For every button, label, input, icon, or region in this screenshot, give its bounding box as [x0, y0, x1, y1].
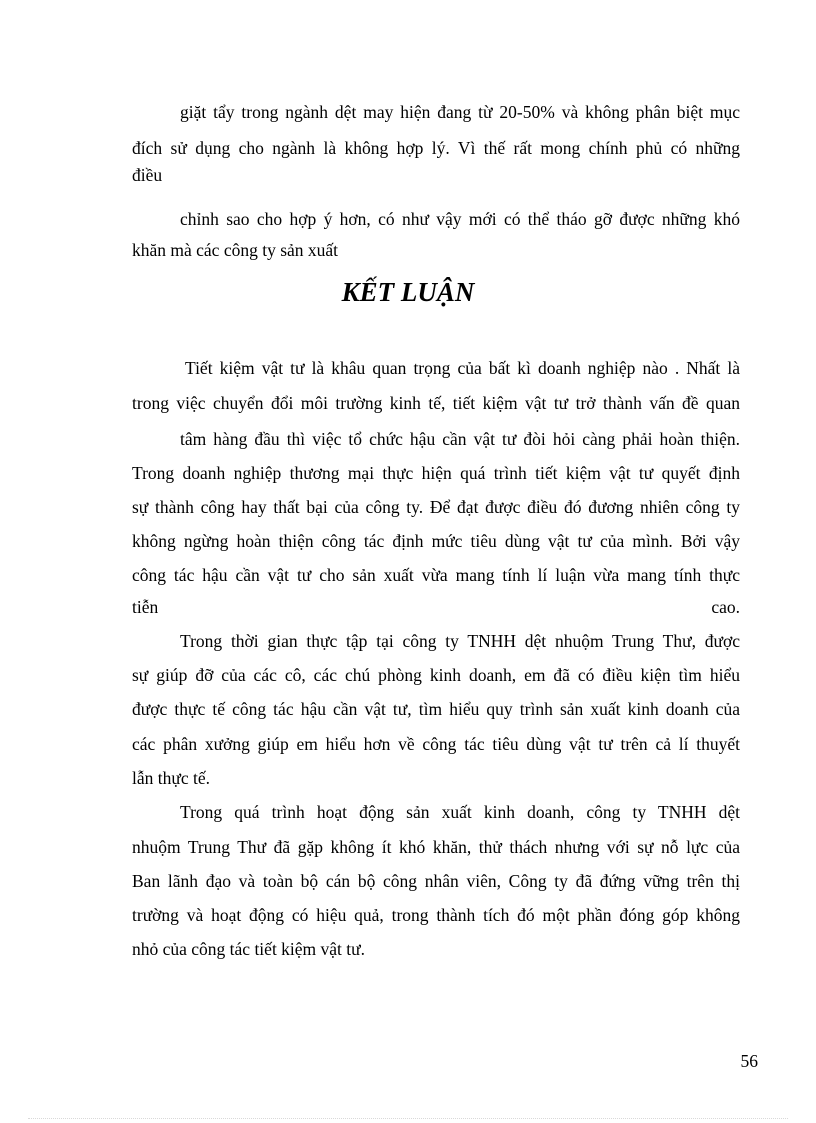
paragraph-line: trong việc chuyển đổi môi trường kinh tế, tiết kiệm vật tư trở thành vấn đề quan	[132, 393, 740, 413]
paragraph-line: nhuộm Trung Thư đã gặp không ít khó khăn, thử thách nhưng với sự nỗ lực của	[132, 837, 740, 857]
paragraph-line: được thực tế công tác hậu cần vật tư, tìm hiểu quy trình sản xuất kinh doanh của	[132, 699, 740, 719]
paragraph-line: Trong quá trình hoạt động sản xuất kinh doanh, công ty TNHH dệt	[180, 802, 740, 822]
paragraph-word: cao.	[711, 597, 740, 617]
paragraph-line	[132, 596, 740, 618]
intro-line: chỉnh sao cho hợp ý hơn, có như vậy mới có thể tháo gỡ được những khó	[180, 209, 740, 229]
intro-line: khăn mà các công ty sản xuất	[132, 240, 339, 260]
paragraph-word: tiễn	[132, 597, 159, 617]
paragraph-line: trường và hoạt động có hiệu quả, trong thành tích đó một phần đóng góp không	[132, 905, 740, 925]
paragraph-line: Trong thời gian thực tập tại công ty TNHH dệt nhuộm Trung Thư, được	[180, 631, 740, 651]
paragraph-line: tâm hàng đầu thì việc tổ chức hậu cần vật tư đòi hỏi càng phải hoàn thiện.	[180, 429, 740, 449]
paragraph-line: không ngừng hoàn thiện công tác định mức tiêu dùng vật tư của mình. Bởi vậy	[132, 531, 740, 551]
conclusion-heading: KẾT LUẬN	[341, 277, 475, 307]
paragraph-line: sự thành công hay thất bại của công ty. Để đạt được điều đó đương nhiên công ty	[132, 497, 740, 517]
paragraph-line: lẫn thực tế.	[132, 768, 210, 788]
page-number: 56	[740, 1051, 758, 1071]
intro-line: điều	[132, 165, 163, 185]
intro-line: đích sử dụng cho ngành là không hợp lý. Vì thế rất mong chính phủ có những	[132, 138, 740, 158]
paragraph-line: nhỏ của công tác tiết kiệm vật tư.	[132, 939, 366, 959]
intro-line: giặt tẩy trong ngành dệt may hiện đang từ 20-50% và không phân biệt mục	[180, 102, 740, 122]
page-bottom-divider	[28, 1118, 788, 1119]
paragraph-line: công tác hậu cần vật tư cho sản xuất vừa mang tính lí luận vừa mang tính thực	[132, 565, 740, 585]
paragraph-line: Trong doanh nghiệp thương mại thực hiện quá trình tiết kiệm vật tư quyết định	[132, 463, 740, 483]
paragraph-line: sự giúp đỡ của các cô, các chú phòng kinh doanh, em đã có điều kiện tìm hiểu	[132, 665, 740, 685]
paragraph-line: các phân xưởng giúp em hiểu hơn về công tác tiêu dùng vật tư trên cả lí thuyết	[132, 734, 740, 754]
paragraph-line: Ban lãnh đạo và toàn bộ cán bộ công nhân viên, Công ty đã đứng vững trên thị	[132, 871, 740, 891]
paragraph-line: Tiết kiệm vật tư là khâu quan trọng của bất kì doanh nghiệp nào . Nhất là	[185, 358, 740, 378]
